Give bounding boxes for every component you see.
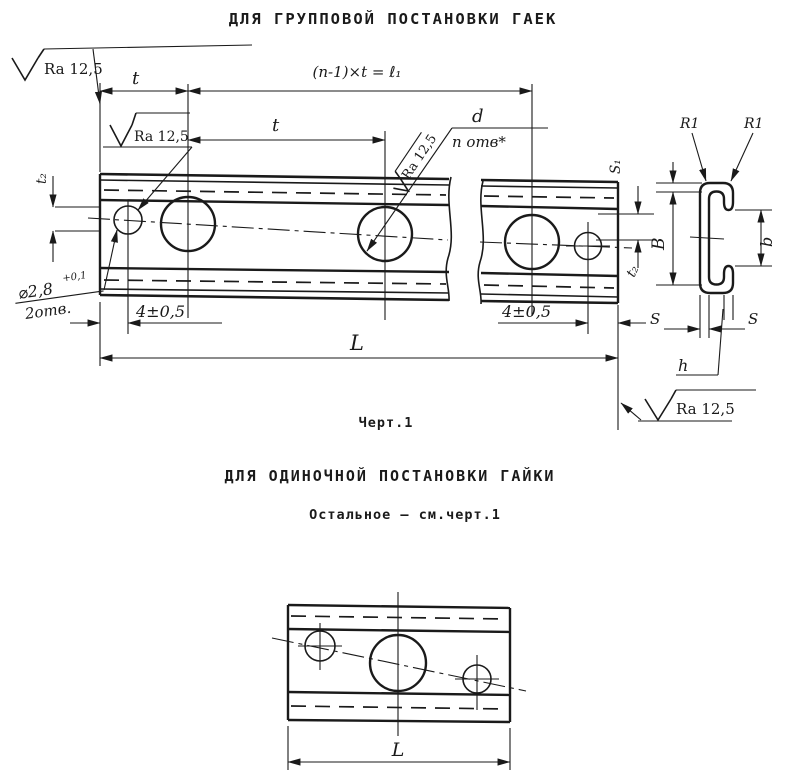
pitch-label: t — [272, 115, 280, 136]
callout-small-holes — [12, 230, 117, 324]
end-offset-label: 4±0,5 — [136, 302, 186, 321]
single-strip — [272, 592, 526, 770]
bend-radius-label: R1 — [744, 116, 764, 132]
dim-end-offset-right — [498, 302, 646, 430]
strip-holes — [114, 84, 610, 334]
small-hole-count-label: 2отв. — [23, 298, 73, 324]
section-opening-label: b — [757, 236, 776, 247]
edge-pitch-label: t₂ — [623, 262, 643, 280]
large-hole-count-label: n отв* — [452, 133, 506, 151]
lip-height-label: h — [678, 356, 689, 375]
roughness-label: Ra 12,5 — [134, 129, 189, 145]
pitch-label: t — [132, 68, 140, 89]
figure1-caption: Черт.1 — [358, 415, 414, 431]
thickness-label: S — [650, 310, 661, 328]
section-width-label: B — [649, 237, 669, 250]
dim-end-offset-left — [70, 302, 222, 366]
title-single-nut: ДЛЯ ОДИНОЧНОЙ ПОСТАНОВКИ ГАЙКИ — [224, 467, 556, 485]
length-label: L — [391, 739, 405, 761]
surface-finish-bottom-right — [621, 390, 756, 421]
dim-pitch-left — [100, 68, 188, 172]
surface-finish-small-holes — [103, 113, 192, 210]
dim-pitch-mid — [188, 115, 385, 140]
break-line-left — [446, 177, 451, 301]
surface-finish-large-holes — [387, 129, 442, 196]
strip-outline — [88, 174, 632, 304]
large-hole-dia-label: d — [472, 106, 484, 127]
lip-thickness-label: S₁ — [608, 159, 624, 174]
roughness-label: Ra 12,5 — [399, 131, 441, 183]
small-hole-tol-label: +0,1 — [61, 270, 88, 285]
pitch-total-label: (n-1)×t = ℓ₁ — [312, 63, 402, 81]
length-label: L — [350, 331, 364, 355]
small-hole-dia-label: ⌀2,8 — [16, 279, 55, 303]
thickness-label: S — [748, 310, 759, 328]
roughness-label: Ra 12,5 — [676, 400, 735, 418]
cross-section — [608, 116, 776, 375]
end-offset-label: 4±0,5 — [502, 302, 552, 321]
roughness-label: Ra 12,5 — [44, 60, 103, 78]
title-group-nuts: ДЛЯ ГРУППОВОЙ ПОСТАНОВКИ ГАЕК — [228, 10, 558, 28]
edge-pitch-label: t₂ — [34, 173, 50, 184]
dim-edge-pitch-right — [596, 186, 654, 280]
bend-radius-label: R1 — [680, 116, 700, 132]
dim-pitch-total — [188, 63, 532, 91]
strip-centerline — [480, 242, 632, 248]
note-see-fig1: Остальное – см.черт.1 — [309, 507, 501, 523]
dim-length-main — [100, 331, 618, 358]
